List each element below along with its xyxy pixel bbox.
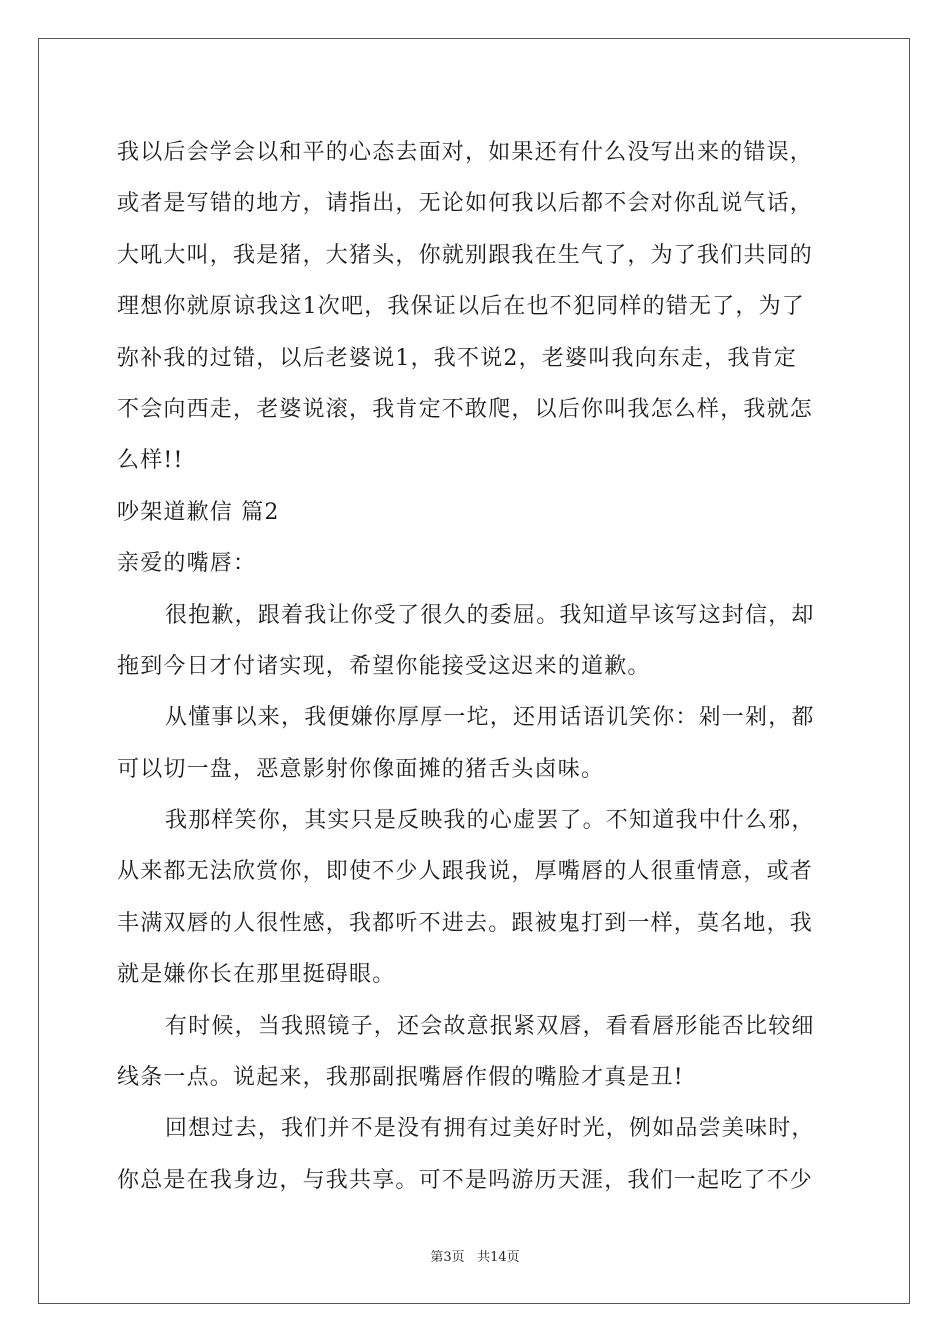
paragraph-start: 从懂事以来，我便嫌你厚厚一坨，还用话语讥笑你：剁一剁，都 bbox=[165, 705, 815, 731]
body-line: 么样!! bbox=[117, 448, 184, 474]
body-line: 拖到今日才付诸实现，希望你能接受这迟来的道歉。 bbox=[117, 653, 651, 679]
paragraph-start: 我那样笑你，其实只是反映我的心虚罢了。不知道我中什么邪， bbox=[165, 808, 815, 834]
page-total: 共14页 bbox=[477, 1250, 520, 1265]
body-line: 大吼大叫，我是猪，大猪头，你就别跟我在生气了，为了我们共同的 bbox=[117, 242, 814, 268]
page-footer bbox=[0, 1246, 950, 1265]
body-line: 可以切一盘，恶意影射你像面摊的猪舌头卤味。 bbox=[117, 756, 605, 782]
body-line: 或者是写错的地方，请指出，无论如何我以后都不会对你乱说气话， bbox=[117, 191, 814, 217]
body-line: 从来都无法欣赏你，即使不少人跟我说，厚嘴唇的人很重情意，或者 bbox=[117, 859, 814, 885]
salutation: 亲爱的嘴唇： bbox=[117, 551, 257, 577]
section-heading: 吵架道歉信 篇2 bbox=[117, 499, 280, 525]
body-line: 我以后会学会以和平的心态去面对，如果还有什么没写出来的错误， bbox=[117, 140, 814, 165]
body-line: 弥补我的过错，以后老婆说1，我不说2，老婆叫我向东走，我肯定 bbox=[117, 345, 797, 371]
body-line: 丰满双唇的人很性感，我都听不进去。跟被鬼打到一样，莫名地，我 bbox=[117, 910, 814, 936]
body-line: 就是嫌你长在那里挺碍眼。 bbox=[117, 962, 396, 988]
body-line: 不会向西走，老婆说滚，我肯定不敢爬，以后你叫我怎么样，我就怎 bbox=[117, 396, 814, 422]
body-line: 你总是在我身边，与我共享。可不是吗游历天涯，我们一起吃了不少 bbox=[117, 1167, 814, 1193]
paragraph-start: 有时候，当我照镜子，还会故意抿紧双唇，看看唇形能否比较细 bbox=[165, 1013, 815, 1039]
page-number: 第3页 bbox=[430, 1250, 465, 1265]
paragraph-start: 很抱歉，跟着我让你受了很久的委屈。我知道早该写这封信，却 bbox=[165, 602, 815, 628]
paragraph-start: 回想过去，我们并不是没有拥有过美好时光，例如品尝美味时， bbox=[165, 1116, 815, 1142]
body-line: 线条一点。说起来，我那副抿嘴唇作假的嘴脸才真是丑! bbox=[117, 1065, 684, 1091]
document-body bbox=[117, 127, 833, 1206]
body-line: 理想你就原谅我这1次吧，我保证以后在也不犯同样的错无了，为了 bbox=[117, 294, 805, 320]
